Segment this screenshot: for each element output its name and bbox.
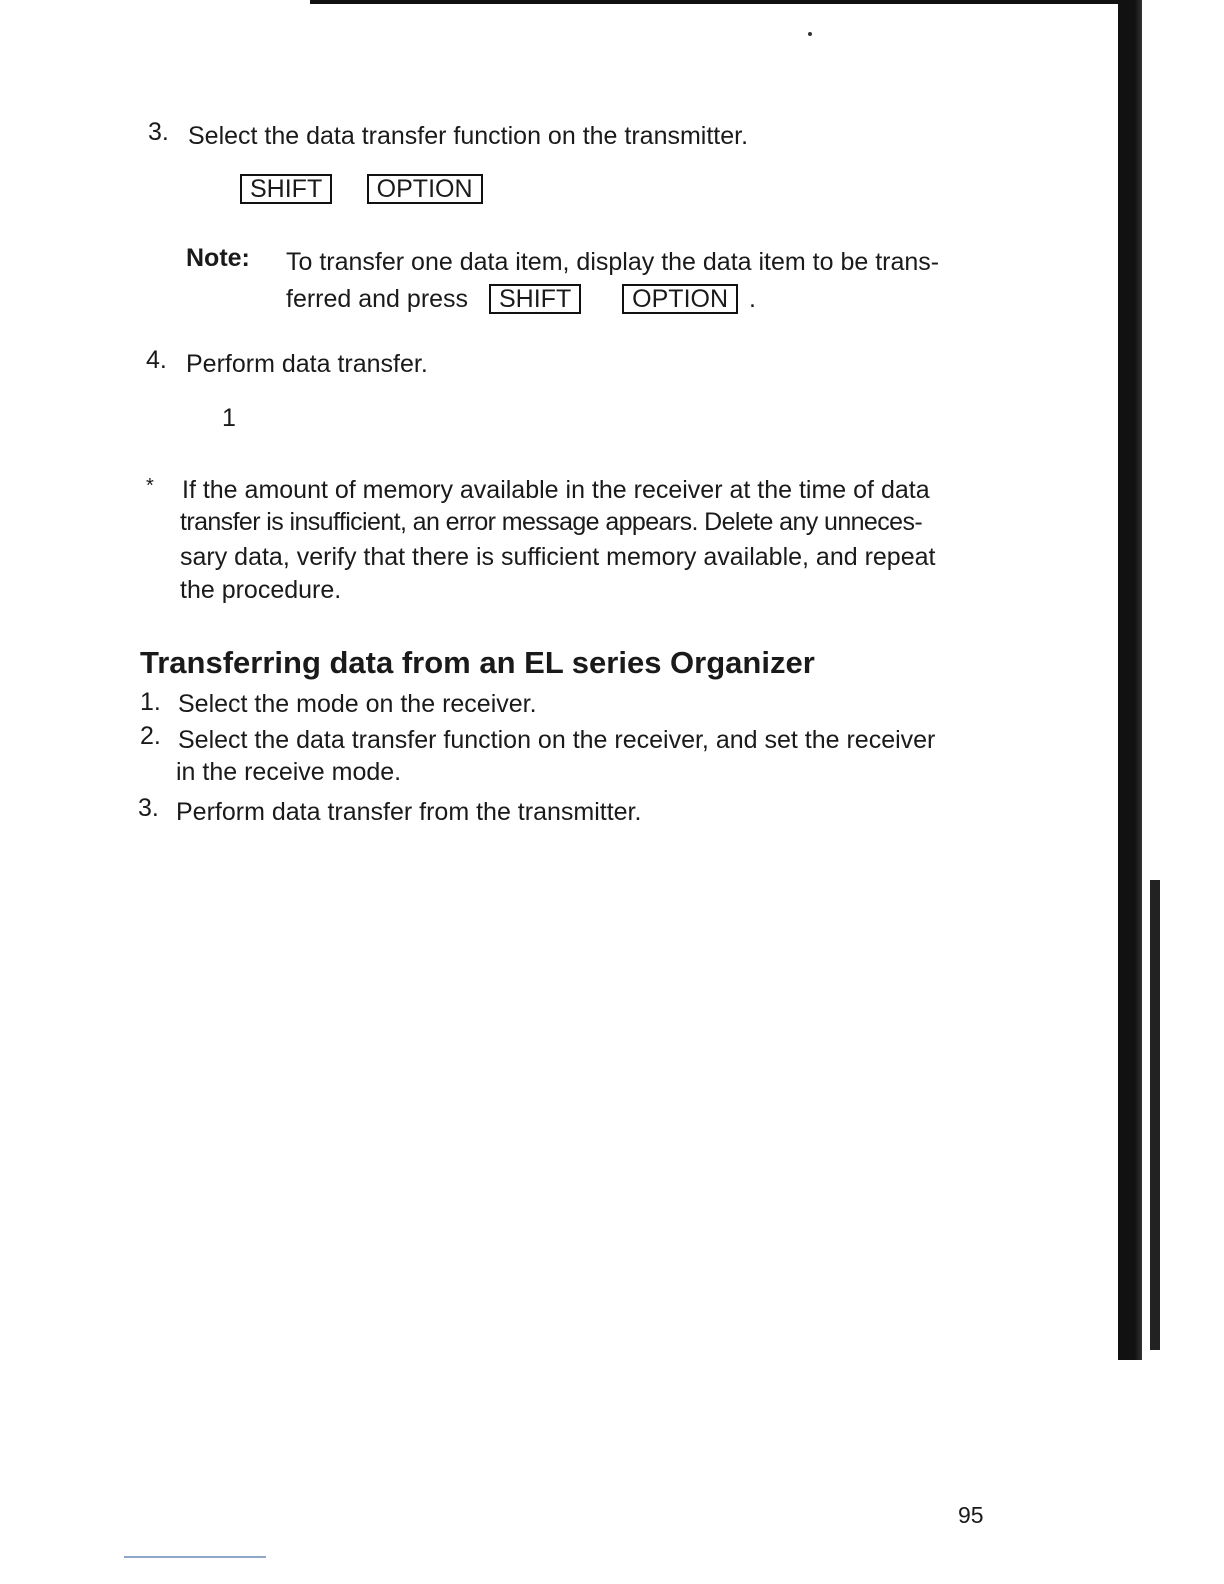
step-4-text: Perform data transfer.	[186, 350, 428, 378]
section-step-1-line-1: Select the mode on the receiver.	[178, 690, 537, 718]
note-line-2-prefix: ferred and press	[286, 285, 469, 313]
asterisk-line-2: transfer is insufficient, an error message appears. Delete any unneces-	[180, 508, 923, 536]
note-label: Note:	[186, 244, 250, 272]
section-step-2-number: 2.	[140, 722, 161, 750]
note-line-2	[286, 283, 756, 315]
option-key: OPTION	[367, 174, 483, 204]
page-edge-shadow	[1118, 0, 1142, 1360]
section-step-1-number: 1.	[140, 688, 161, 716]
top-rule	[310, 0, 1120, 4]
note-shift-key: SHIFT	[489, 284, 581, 314]
bottom-rule	[124, 1556, 266, 1558]
section-heading: Transferring data from an EL series Organizer	[140, 645, 815, 680]
step-3-text: Select the data transfer function on the transmitter.	[188, 122, 749, 150]
page-number: 95	[958, 1502, 984, 1528]
asterisk-line-3: sary data, verify that there is sufficient memory available, and repeat	[180, 543, 936, 571]
note-option-key: OPTION	[622, 284, 738, 314]
asterisk-line-4: the procedure.	[180, 576, 342, 604]
page-edge-shadow-lower	[1150, 880, 1160, 1350]
section-step-3-line-1: Perform data transfer from the transmitter.	[176, 798, 642, 826]
section-step-3-number: 3.	[138, 794, 159, 822]
note-line-1: To transfer one data item, display the data item to be trans-	[286, 248, 940, 276]
scan-speck	[808, 32, 812, 36]
step-4-sub: 1	[222, 404, 236, 432]
shift-key: SHIFT	[240, 174, 332, 204]
asterisk-mark: *	[146, 475, 154, 497]
step-3-number: 3.	[148, 118, 169, 146]
section-step-2-line-1: Select the data transfer function on the receiver, and set the receiver	[178, 726, 936, 754]
note-line-2-suffix: .	[748, 285, 756, 313]
step-3-keys	[236, 174, 509, 204]
section-step-2-line-2: in the receive mode.	[176, 758, 402, 786]
step-4-number: 4.	[146, 346, 167, 374]
asterisk-line-1: If the amount of memory available in the receiver at the time of data	[182, 476, 930, 504]
